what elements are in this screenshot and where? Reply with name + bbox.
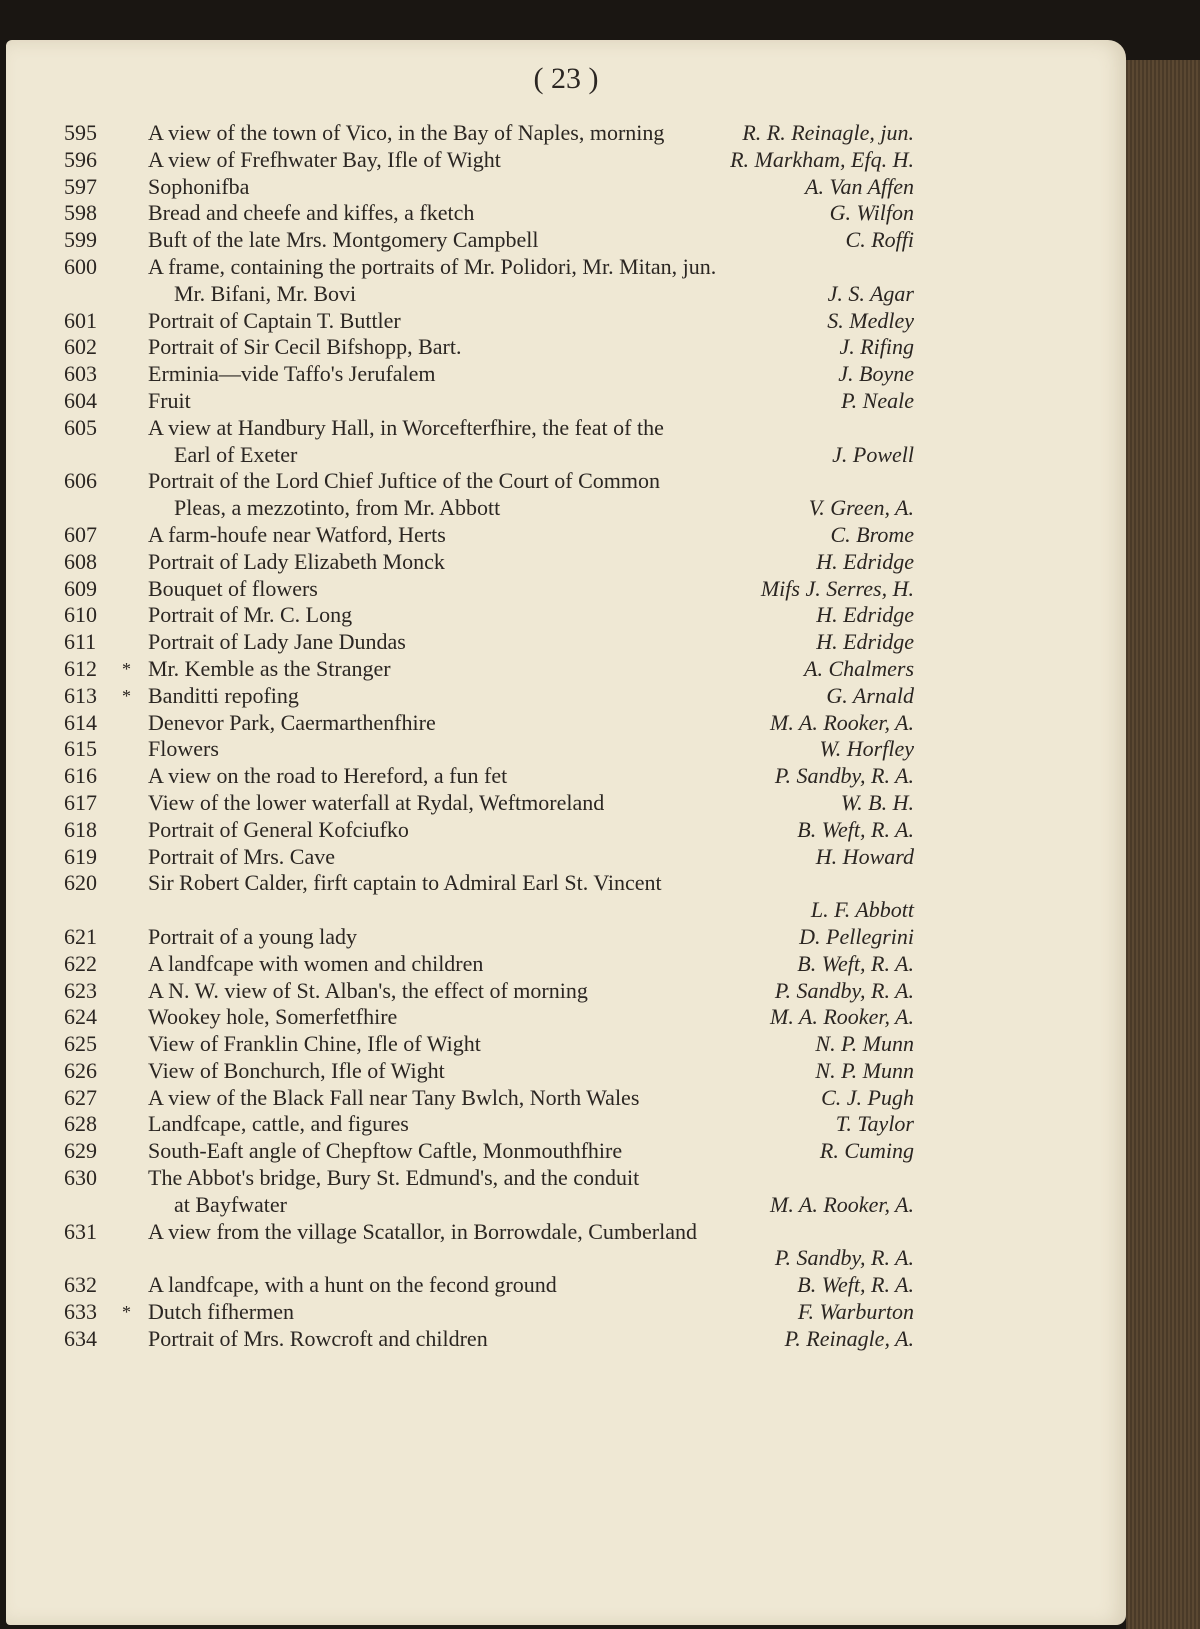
entry-artist: G. Arnald [826,682,914,708]
entry-line [64,388,914,415]
catalogue-entry [64,817,914,844]
catalogue-entries [64,120,914,1353]
entry-line [64,549,914,576]
entry-artist: B. Weft, R. A. [797,950,914,976]
catalogue-entry [64,334,914,361]
star-marker: * [122,658,131,679]
entry-number: 628 [64,1111,97,1137]
entry-number: 616 [64,763,97,789]
entry-title: The Abbot's bridge, Bury St. Edmund's, and the conduit [148,1165,640,1191]
entry-artist: D. Pellegrini [799,923,914,949]
entry-title: Mr. Bifani, Mr. Bovi [174,280,357,306]
entry-line [64,120,914,147]
catalogue-entry [64,1085,914,1112]
entry-title: A view of the town of Vico, in the Bay of Naples, morning [148,120,665,145]
entry-artist: F. Warburton [797,1299,914,1325]
entry-artist: J. Powell [832,441,914,467]
catalogue-entry [64,870,914,924]
entry-artist: B. Weft, R. A. [797,1272,914,1298]
entry-artist: P. Reinagle, A. [784,1325,914,1351]
entry-line [64,1085,914,1112]
entry-artist: C. Roffi [845,227,914,253]
entry-line [64,790,914,817]
entry-line [64,1138,914,1165]
entry-title: Wookey hole, Somerfetfhire [148,1004,398,1030]
entry-number: 608 [64,548,97,574]
catalogue-entry [64,227,914,254]
entry-line [64,227,914,254]
entry-line [64,763,914,790]
entry-line [64,1004,914,1031]
entry-number: 599 [64,227,97,253]
entry-line [64,200,914,227]
entry-number: 595 [64,120,97,145]
catalogue-entry [64,1326,914,1353]
catalogue-entry [64,1299,914,1326]
catalogue-entry [64,790,914,817]
entry-title: A frame, containing the portraits of Mr. Polidori, Mr. Mitan, jun. [148,253,717,279]
entry-title: Portrait of the Lord Chief Juftice of the Court of Common [148,468,661,494]
entry-line [64,1245,914,1272]
entry-artist: Mifs J. Serres, H. [760,575,914,601]
entry-number: 596 [64,146,97,172]
entry-line [64,978,914,1005]
entry-artist: A. Van Affen [805,173,914,199]
entry-number: 614 [64,709,97,735]
catalogue-entry [64,254,914,308]
entry-line [64,1272,914,1299]
entry-artist: J. Boyne [838,361,914,387]
entry-title: View of Bonchurch, Ifle of Wight [148,1057,445,1083]
entry-line [64,468,914,495]
catalogue-entry [64,468,914,522]
entry-artist: R. R. Reinagle, jun. [742,120,914,145]
entry-title: Portrait of a young lady [148,923,357,949]
entry-artist: W. B. H. [840,789,914,815]
entry-title: A N. W. view of St. Alban's, the effect of morning [148,977,588,1003]
entry-number: 611 [64,629,97,655]
entry-number: 601 [64,307,97,333]
entry-title: A landfcape, with a hunt on the fecond ground [148,1272,557,1298]
entry-title: Portrait of Mr. C. Long [148,602,353,628]
entry-artist: P. Sandby, R. A. [774,763,914,789]
entry-artist: A. Chalmers [804,655,914,681]
entry-number: 629 [64,1138,97,1164]
catalogue-entry [64,683,914,710]
catalogue-entry [64,147,914,174]
entry-line [64,281,914,308]
entry-title: View of Franklin Chine, Ifle of Wight [148,1031,481,1057]
entry-artist: P. Neale [841,387,914,413]
catalogue-entry [64,1004,914,1031]
entry-line [64,1058,914,1085]
book-binding [1126,60,1200,1629]
entry-artist: H. Howard [815,843,914,869]
entry-line [64,602,914,629]
catalogue-entry [64,1058,914,1085]
entry-number: 607 [64,521,97,547]
entry-number: 624 [64,1004,97,1030]
entry-number: 621 [64,923,97,949]
catalogue-entry [64,924,914,951]
entry-line [64,334,914,361]
entry-line [64,415,914,442]
entry-title: A farm-houfe near Watford, Herts [148,521,446,547]
catalogue-entry [64,549,914,576]
entry-line [64,736,914,763]
catalogue-entry [64,120,914,147]
entry-number: 609 [64,575,97,601]
entry-line [64,844,914,871]
entry-title: Dutch fifhermen [148,1299,294,1325]
entry-number: 605 [64,414,97,440]
catalogue-entry [64,763,914,790]
entry-title: Portrait of Sir Cecil Bifshopp, Bart. [148,334,462,360]
entry-line [64,1219,914,1246]
catalogue-entry [64,1138,914,1165]
entry-title: View of the lower waterfall at Rydal, Weftmoreland [148,789,605,815]
catalogue-entry [64,415,914,469]
entry-artist: P. Sandby, R. A. [774,977,914,1003]
entry-title: Portrait of Mrs. Cave [148,843,335,869]
entry-title: A landfcape with women and children [148,950,484,976]
entry-number: 620 [64,870,97,896]
entry-title: Denevor Park, Caermarthenfhire [148,709,436,735]
entry-title: Portrait of Mrs. Rowcroft and children [148,1325,488,1351]
entry-title: Sir Robert Calder, firft captain to Admiral Earl St. Vincent [148,870,662,896]
entry-line [64,683,914,710]
catalogue-entry [64,978,914,1005]
catalogue-entry [64,710,914,737]
entry-title: Bouquet of flowers [148,575,318,601]
catalogue-entry [64,844,914,871]
entry-number: 619 [64,843,97,869]
entry-title: Portrait of Lady Jane Dundas [148,629,406,655]
entry-number: 630 [64,1165,97,1191]
entry-artist: C. Brome [830,521,914,547]
entry-line [64,1326,914,1353]
catalogue-entry [64,576,914,603]
entry-title: South-Eaft angle of Chepftow Caftle, Monmouthfhire [148,1138,623,1164]
entry-title: A view on the road to Hereford, a fun fet [148,763,508,789]
entry-title: A view from the village Scatallor, in Borrowdale, Cumberland [148,1218,697,1244]
entry-artist: G. Wilfon [829,200,914,226]
entry-artist: R. Markham, Efq. H. [730,146,914,172]
entry-number: 632 [64,1272,97,1298]
entry-line [64,1031,914,1058]
entry-title: Portrait of Captain T. Buttler [148,307,401,333]
catalogue-entry [64,1031,914,1058]
entry-artist: M. A. Rooker, A. [770,1191,914,1217]
entry-artist: H. Edridge [816,602,914,628]
entry-number: 634 [64,1325,97,1351]
entry-number: 612 [64,655,97,681]
entry-title: at Bayfwater [174,1191,287,1217]
entry-artist: W. Horfley [819,736,914,762]
entry-title: Landfcape, cattle, and figures [148,1111,409,1137]
entry-line [64,522,914,549]
entry-number: 633 [64,1299,97,1325]
entry-number: 597 [64,173,97,199]
entry-line [64,656,914,683]
entry-number: 604 [64,387,97,413]
entry-artist: R. Cuming [819,1138,914,1164]
entry-number: 610 [64,602,97,628]
entry-line [64,442,914,469]
entry-line [64,897,914,924]
catalogue-entry [64,308,914,335]
catalogue-entry [64,1165,914,1219]
entry-artist: H. Edridge [816,629,914,655]
entry-number: 626 [64,1057,97,1083]
entry-artist: M. A. Rooker, A. [770,709,914,735]
entry-line [64,870,914,897]
star-marker: * [122,685,131,706]
entry-title: Sophonifba [148,173,250,199]
entry-line [64,1299,914,1326]
entry-title: Portrait of Lady Elizabeth Monck [148,548,445,574]
catalogue-entry [64,1219,914,1273]
entry-line [64,1192,914,1219]
star-marker: * [122,1302,131,1323]
entry-line [64,495,914,522]
catalogue-entry [64,602,914,629]
entry-artist: N. P. Munn [815,1031,914,1057]
entry-title: A view of Frefhwater Bay, Ifle of Wight [148,146,501,172]
entry-number: 600 [64,253,97,279]
entry-title: Bread and cheefe and kiffes, a fketch [148,200,475,226]
entry-artist: S. Medley [827,307,914,333]
entry-title: Earl of Exeter [174,441,298,467]
entry-artist: H. Edridge [816,548,914,574]
entry-number: 598 [64,200,97,226]
entry-title: A view at Handbury Hall, in Worcefterfhire, the feat of the [148,414,664,440]
entry-artist: B. Weft, R. A. [797,816,914,842]
entry-artist: P. Sandby, R. A. [774,1245,914,1271]
entry-title: Erminia—vide Taffo's Jerufalem [148,361,436,387]
entry-line [64,817,914,844]
entry-artist: C. J. Pugh [821,1084,914,1110]
catalogue-entry [64,200,914,227]
entry-artist: J. Rifing [839,334,914,360]
entry-number: 606 [64,468,97,494]
entry-title: Banditti repofing [148,682,299,708]
entry-artist: M. A. Rooker, A. [770,1004,914,1030]
catalogue-entry [64,736,914,763]
entry-line [64,951,914,978]
entry-number: 625 [64,1031,97,1057]
entry-artist: N. P. Munn [815,1057,914,1083]
entry-number: 627 [64,1084,97,1110]
entry-number: 613 [64,682,97,708]
entry-number: 603 [64,361,97,387]
catalogue-entry [64,361,914,388]
entry-title: Mr. Kemble as the Stranger [148,655,391,681]
entry-line [64,254,914,281]
entry-line [64,710,914,737]
page-number: ( 23 ) [533,62,599,95]
entry-artist: J. S. Agar [827,280,914,306]
catalogue-entry [64,522,914,549]
entry-line [64,174,914,201]
entry-title: A view of the Black Fall near Tany Bwlch, North Wales [148,1084,640,1110]
entry-line [64,1165,914,1192]
entry-line [64,576,914,603]
entry-artist: V. Green, A. [808,495,914,521]
entry-line [64,147,914,174]
entry-line [64,361,914,388]
catalogue-entry [64,629,914,656]
catalogue-entry [64,388,914,415]
entry-line [64,629,914,656]
entry-number: 617 [64,789,97,815]
entry-number: 623 [64,977,97,1003]
catalogue-entry [64,1272,914,1299]
catalogue-entry [64,174,914,201]
entry-title: Pleas, a mezzotinto, from Mr. Abbott [174,495,501,521]
entry-title: Fruit [148,387,191,413]
catalogue-entry [64,951,914,978]
entry-line [64,924,914,951]
entry-number: 622 [64,950,97,976]
book-page [6,40,1126,1625]
entry-artist: L. F. Abbott [810,897,914,923]
entry-line [64,308,914,335]
entry-line [64,1111,914,1138]
entry-number: 615 [64,736,97,762]
catalogue-entry [64,656,914,683]
entry-title: Portrait of General Kofciufko [148,816,409,842]
entry-artist: T. Taylor [835,1111,914,1137]
entry-title: Flowers [148,736,219,762]
entry-number: 618 [64,816,97,842]
entry-title: Buft of the late Mrs. Montgomery Campbell [148,227,539,253]
catalogue-entry [64,1111,914,1138]
entry-number: 631 [64,1218,97,1244]
entry-number: 602 [64,334,97,360]
